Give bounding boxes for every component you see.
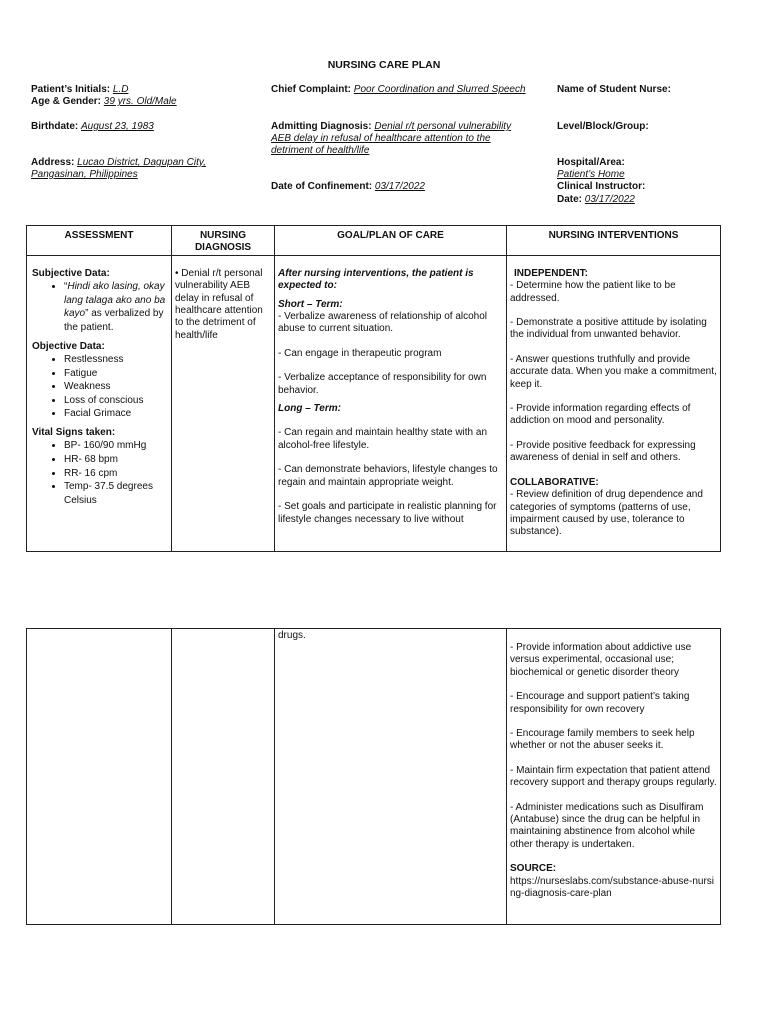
admitting-diagnosis-label: Admitting Diagnosis:: [271, 121, 372, 132]
header-nursing: NURSING: [199, 230, 247, 241]
list-item: • Weakness: [64, 380, 168, 394]
list-item: • HR- 68 bpm: [64, 453, 168, 467]
age-gender-row: [31, 96, 177, 108]
admitting-diagnosis-line2-row: [271, 133, 491, 145]
source-label: SOURCE:: [510, 863, 557, 875]
intervention-item: - Review definition of drug dependence and categories of symptoms (patterns of use, impairment caused by use, tolerance to substance).: [510, 489, 703, 538]
short-term-item: - Verbalize awareness of relationship of alcohol abuse to current situation.: [278, 311, 488, 335]
objective-label: Objective Data:: [32, 340, 105, 352]
header-goal-plan: GOAL/PLAN OF CARE: [275, 226, 507, 256]
age-gender-label: Age & Gender:: [31, 96, 102, 107]
admitting-diagnosis-row: [271, 121, 511, 133]
list-item: • Restlessness: [64, 353, 168, 367]
intervention-item: - Provide positive feedback for expressing awareness of denial in self and others.: [510, 439, 696, 464]
date-confinement-label: Date of Confinement:: [271, 181, 373, 192]
list-item: • Facial Grimace: [64, 407, 168, 421]
goals-intro: After nursing interventions, the patient is expected to:: [278, 267, 474, 292]
list-item: • Temp- 37.5 degrees Celsius: [64, 480, 168, 507]
date-label: Date:: [557, 194, 583, 205]
intervention-item: - Provide information about addictive use versus experimental, occasional use; biochemical or genetic disorder theory: [510, 642, 692, 678]
intervention-item: - Encourage and support patient’s taking responsibility for own recovery: [510, 691, 690, 715]
date-value: 03/17/2022: [584, 194, 635, 205]
subjective-after: ” as verbalized by the patient.: [64, 308, 164, 333]
goals-cell-continued: [275, 629, 507, 925]
admitting-diagnosis-line1: Denial r/t personal vulnerability: [374, 121, 512, 132]
patient-initials-value: L.D: [112, 84, 129, 95]
intervention-item: - Answer questions truthfully and provide accurate data. When you make a commitment, keep it.: [510, 353, 717, 390]
list-item: • Fatigue: [64, 367, 168, 381]
intervention-item: - Determine how the patient like to be addressed.: [510, 280, 676, 304]
assessment-cell: [27, 255, 172, 551]
address-row: [31, 157, 206, 169]
subjective-item: [64, 280, 168, 334]
chief-complaint-value: Poor Coordination and Slurred Speech: [353, 84, 526, 95]
intervention-item: - Administer medications such as Disulfiram (Antabuse) since the drug can be helpful in maintaining abstinence from alcohol while other therapy is undertaken.: [510, 801, 704, 850]
care-plan-table: [26, 225, 721, 552]
quote-open: “: [64, 281, 68, 293]
clinical-instructor-label: Clinical Instructor:: [557, 181, 646, 192]
independent-label: INDEPENDENT:: [514, 267, 588, 279]
student-nurse-label: Name of Student Nurse:: [557, 84, 671, 95]
long-term-item: - Can regain and maintain healthy state with an alcohol-free lifestyle.: [278, 427, 488, 451]
vitals-list: [30, 439, 168, 507]
table-row: [27, 629, 721, 925]
short-term-item: - Can engage in therapeutic program: [278, 347, 442, 359]
interventions-cell: [507, 255, 721, 551]
date-row: [557, 194, 635, 206]
hospital-area-label: Hospital/Area:: [557, 157, 625, 168]
header-nursing-diagnosis: [172, 226, 275, 256]
admitting-diagnosis-line3: detriment of health/life: [271, 145, 370, 156]
short-term-item: - Verbalize acceptance of responsibility for own behavior.: [278, 372, 487, 396]
address-label: Address:: [31, 157, 75, 168]
address-line1: Lucao District, Dagupan City,: [77, 157, 206, 168]
date-confinement-row: [271, 181, 425, 193]
interventions-cell-continued: [507, 629, 721, 925]
assessment-cell-continued: [27, 629, 172, 925]
subjective-list: [30, 280, 168, 334]
hospital-area-value: Patient’s Home: [557, 169, 625, 180]
source-link[interactable]: https://nurseslabs.com/substance-abuse-nursing-diagnosis-care-plan: [510, 875, 714, 900]
address-line2: Pangasinan, Philippines: [31, 169, 138, 180]
patient-initials-label: Patient’s Initials:: [31, 84, 111, 95]
goals-continued-text: drugs.: [278, 630, 306, 641]
chief-complaint-row: [271, 84, 526, 96]
admitting-diagnosis-line3-row: [271, 145, 369, 157]
diagnosis-text: • Denial r/t personal vulnerability AEB delay in refusal of healthcare attention to the detriment of health/life: [175, 267, 263, 341]
date-confinement-value: 03/17/2022: [374, 181, 425, 192]
birthdate-row: [31, 121, 154, 133]
table-row: [27, 255, 721, 551]
list-item: • BP- 160/90 mmHg: [64, 439, 168, 453]
header-nursing-interventions: NURSING INTERVENTIONS: [507, 226, 721, 256]
table-header-row: [27, 226, 721, 256]
objective-list: [30, 353, 168, 421]
list-item: • Loss of conscious: [64, 394, 168, 408]
vitals-label: Vital Signs taken:: [32, 426, 116, 438]
intervention-item: - Maintain firm expectation that patient attend recovery support and therapy groups regularly.: [510, 764, 717, 789]
level-block-group-label: Level/Block/Group:: [557, 121, 649, 132]
collaborative-label: COLLABORATIVE:: [510, 476, 599, 488]
admitting-diagnosis-line2: AEB delay in refusal of healthcare attention to the: [271, 133, 491, 144]
patient-initials-row: [31, 84, 128, 96]
page-title: NURSING CARE PLAN: [327, 59, 441, 71]
care-plan-table-continued: [26, 628, 721, 925]
long-term-label: Long – Term:: [278, 403, 341, 415]
age-gender-value: 39 yrs. Old/Male: [103, 96, 177, 107]
subjective-label: Subjective Data:: [32, 267, 110, 279]
list-item: • RR- 16 cpm: [64, 467, 168, 481]
short-term-label: Short – Term:: [278, 298, 343, 310]
birthdate-label: Birthdate:: [31, 121, 79, 132]
long-term-item: - Set goals and participate in realistic planning for lifestyle changes necessary to live without: [278, 501, 497, 525]
intervention-item: - Demonstrate a positive attitude by isolating the individual from unwanted behavior.: [510, 317, 707, 341]
intervention-item: - Encourage family members to seek help whether or not the abuser seeks it.: [510, 728, 695, 752]
diagnosis-cell-continued: [172, 629, 275, 925]
address-line2-row: [31, 169, 138, 181]
header-diagnosis: DIAGNOSIS: [194, 242, 252, 254]
header-assessment: ASSESSMENT: [27, 226, 172, 256]
intervention-item: - Provide information regarding effects of addiction on mood and personality.: [510, 403, 691, 427]
goals-cell: [275, 255, 507, 551]
birthdate-value: August 23, 1983: [81, 121, 154, 132]
diagnosis-cell: [172, 255, 275, 551]
subjective-quote: Hindi ako lasing, okay lang talaga ako ano ba kayo: [64, 281, 166, 320]
long-term-item: - Can demonstrate behaviors, lifestyle changes to regain and maintain appropriate weight.: [278, 464, 498, 488]
chief-complaint-label: Chief Complaint:: [271, 84, 351, 95]
